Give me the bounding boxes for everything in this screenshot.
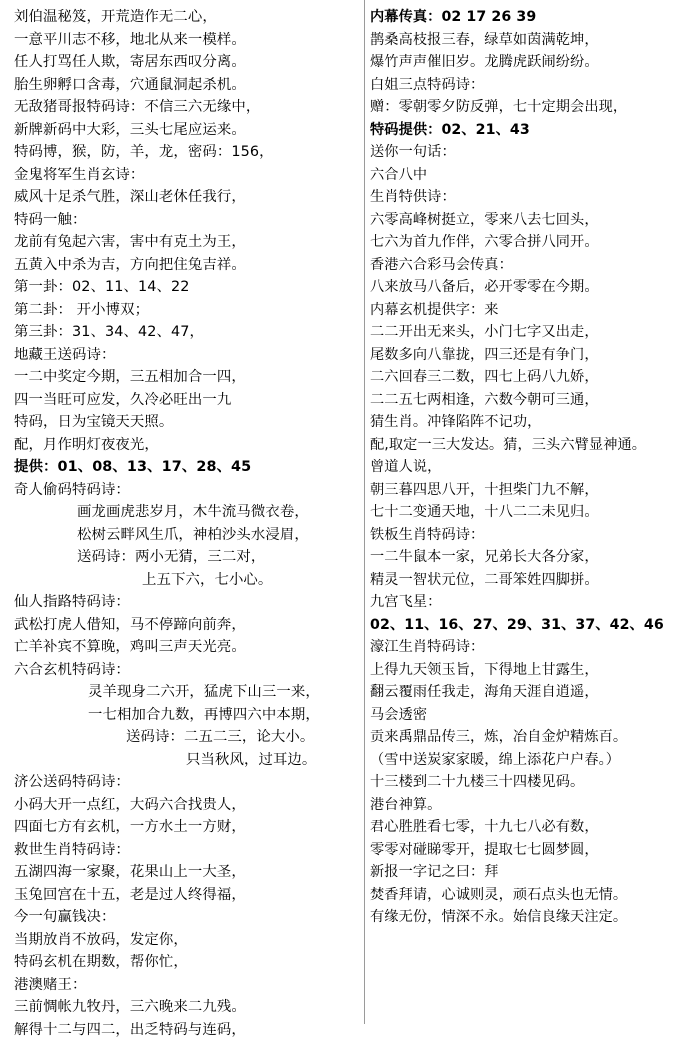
text-line: 奇人偷码特码诗： — [10, 479, 362, 502]
text-line: 港台神算。 — [370, 794, 686, 817]
text-line: 八来放马八备后，必开零零在今期。 — [370, 276, 686, 299]
text-line: 生肖特供诗： — [370, 186, 686, 209]
text-line: 配,取定一三大发达。猜，三头六臂显神通。 — [370, 434, 686, 457]
text-line: 送码诗：两小无猜，三二对， — [10, 546, 362, 569]
text-line: 零零对碰睇零开，提取七七圆梦圆， — [370, 839, 686, 862]
text-line: 松树云畔风生爪，神柏沙头水浸眉， — [10, 524, 362, 547]
text-line: 济公送码特码诗： — [10, 771, 362, 794]
text-line: 地藏王送码诗： — [10, 344, 362, 367]
text-line: 港澳赌王： — [10, 974, 362, 997]
text-line: 尾数多向八靠拢，四三还是有争门， — [370, 344, 686, 367]
text-line: 二二开出无来头，小门七字又出走， — [370, 321, 686, 344]
text-line: 贡来禹鼎品传三，炼，冶自金炉精炼百。 — [370, 726, 686, 749]
text-line: 解得十二与四二，出乏特码与连码， — [10, 1019, 362, 1041]
text-line: （雪中送炭家家暖，绵上添花户户春。） — [370, 749, 686, 772]
text-line: 焚香拜请，心诚则灵，顽石点头也无情。 — [370, 884, 686, 907]
text-line: 只当秋风，过耳边。 — [10, 749, 362, 772]
text-line: 有缘无份，情深不永。始信良缘天注定。 — [370, 906, 686, 929]
text-line: 第一卦：02、11、14、22 — [10, 276, 362, 299]
text-line: 七六为首九作伴，六零合拼八同开。 — [370, 231, 686, 254]
text-line: 四面七方有玄机，一方水土一方财， — [10, 816, 362, 839]
text-line: 白姐三点特码诗： — [370, 74, 686, 97]
text-line: 灵羊现身二六开，猛虎下山三一来， — [10, 681, 362, 704]
text-line: 提供：01、08、13、17、28、45 — [10, 456, 362, 479]
text-line: 铁板生肖特码诗： — [370, 524, 686, 547]
text-line: 上五下六，七小心。 — [10, 569, 362, 592]
text-line: 鹊桑高枝报三春，绿草如茵满乾坤， — [370, 29, 686, 52]
text-line: 内幕传真：02 17 26 39 — [370, 6, 686, 29]
text-line: 送码诗：二五二三，论大小。 — [10, 726, 362, 749]
text-line: 特码，日为宝镜天天照。 — [10, 411, 362, 434]
text-line: 任人打骂任人欺，寄居东西叹分离。 — [10, 51, 362, 74]
text-line: 配，月作明灯夜夜光， — [10, 434, 362, 457]
text-line: 赠：零朝零夕防反弹，七十定期会出现， — [370, 96, 686, 119]
text-line: 救世生肖特码诗： — [10, 839, 362, 862]
text-line: 翻云覆雨任我走，海角天涯自逍遥， — [370, 681, 686, 704]
text-line: 龙前有兔起六害，害中有克土为王， — [10, 231, 362, 254]
text-line: 内幕玄机提供字：来 — [370, 299, 686, 322]
text-line: 濠江生肖特码诗： — [370, 636, 686, 659]
text-line: 特码玄机在期数，帮你忙， — [10, 951, 362, 974]
text-line: 曾道人说， — [370, 456, 686, 479]
text-line: 当期放肖不放码，发定你， — [10, 929, 362, 952]
text-line: 特码一触： — [10, 209, 362, 232]
text-line: 02、11、16、27、29、31、37、42、46 — [370, 614, 686, 637]
text-line: 无敌猪哥报特码诗：不信三六无缘中， — [10, 96, 362, 119]
text-line: 七十二变通天地，十八二二未见归。 — [370, 501, 686, 524]
text-line: 第三卦：31、34、42、47， — [10, 321, 362, 344]
text-line: 五湖四海一家聚，花果山上一大圣， — [10, 861, 362, 884]
text-line: 香港六合彩马会传真： — [370, 254, 686, 277]
text-line: 六合八中 — [370, 164, 686, 187]
right-column — [370, 6, 686, 929]
text-line: 精灵一智状元位，二哥笨姓四脚拼。 — [370, 569, 686, 592]
text-line: 第二卦： 开小博双； — [10, 299, 362, 322]
text-line: 二六回春三二数，四七上码八九娇， — [370, 366, 686, 389]
text-line: 六零高峰树挺立，零来八去七回头， — [370, 209, 686, 232]
text-line: 二二五七两相逢，六数今朝可三通， — [370, 389, 686, 412]
text-line: 君心胜胜看七零，十九七八必有数， — [370, 816, 686, 839]
text-line: 四一当旺可应发，久冷必旺出一九 — [10, 389, 362, 412]
text-line: 马会透密 — [370, 704, 686, 727]
column-divider — [364, 0, 365, 1024]
text-line: 猜生肖。冲锋陷阵不记功， — [370, 411, 686, 434]
left-column — [10, 6, 362, 1041]
text-line: 六合玄机特码诗： — [10, 659, 362, 682]
text-line: 五黄入中杀为吉，方向把住兔吉祥。 — [10, 254, 362, 277]
text-line: 胎生卵孵口含毒，穴通鼠洞起杀机。 — [10, 74, 362, 97]
text-line: 十三楼到二十九楼三十四楼见码。 — [370, 771, 686, 794]
text-line: 九宫飞星： — [370, 591, 686, 614]
text-line: 亡羊补宾不算晚，鸡叫三声天光亮。 — [10, 636, 362, 659]
text-line: 武松打虎人借知，马不停蹄向前奔， — [10, 614, 362, 637]
text-line: 新牌新码中大彩，三头七尾应运来。 — [10, 119, 362, 142]
text-line: 一七相加合九数，再博四六中本期， — [10, 704, 362, 727]
text-line: 仙人指路特码诗： — [10, 591, 362, 614]
text-line: 爆竹声声催旧岁。龙腾虎跃闹纷纷。 — [370, 51, 686, 74]
text-line: 刘伯温秘笈，开荒造作无二心， — [10, 6, 362, 29]
text-line: 一二中奖定今期，三五相加合一四， — [10, 366, 362, 389]
text-line: 威风十足杀气胜，深山老休任我行， — [10, 186, 362, 209]
text-line: 新报一字记之曰：拜 — [370, 861, 686, 884]
text-line: 今一句赢钱决： — [10, 906, 362, 929]
text-line: 送你一句话： — [370, 141, 686, 164]
text-line: 玉兔回宫在十五，老是过人终得福， — [10, 884, 362, 907]
text-line: 朝三暮四思八开，十担柴门九不解， — [370, 479, 686, 502]
text-line: 一二牛鼠本一家，兄弟长大各分家， — [370, 546, 686, 569]
text-line: 特码提供：02、21、43 — [370, 119, 686, 142]
text-line: 一意平川志不移，地北从来一模样。 — [10, 29, 362, 52]
text-line: 小码大开一点红，大码六合找贵人， — [10, 794, 362, 817]
text-line: 三前惆帐九牧丹，三六晚来二九残。 — [10, 996, 362, 1019]
text-line: 特码博，猴，防，羊，龙，密码：156， — [10, 141, 362, 164]
text-line: 金鬼将军生肖玄诗： — [10, 164, 362, 187]
text-line: 画龙画虎悲岁月，木牛流马微衣卷， — [10, 501, 362, 524]
text-line: 上得九天领玉旨，下得地上甘露生， — [370, 659, 686, 682]
